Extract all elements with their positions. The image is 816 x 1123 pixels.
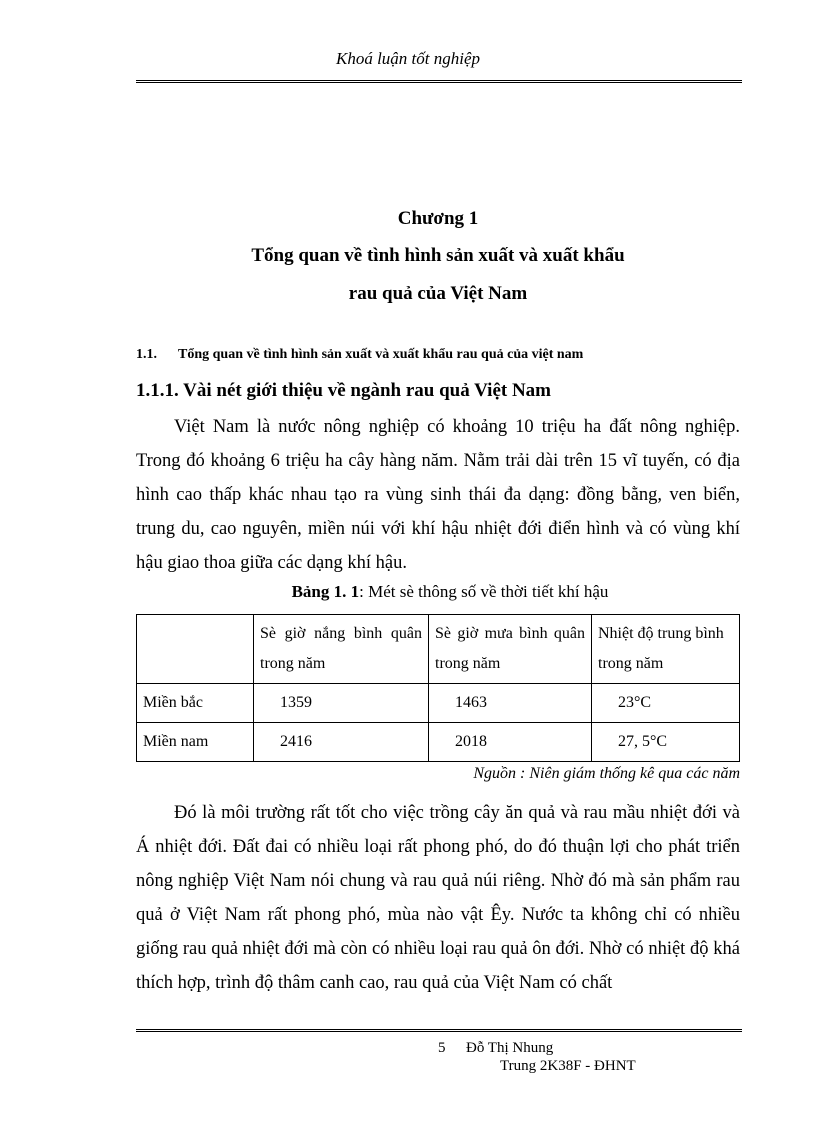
table-cell: 1463 [429,684,592,723]
chapter-label: Chương 1 [397,208,479,229]
table-cell: 27, 5°C [592,723,740,762]
section-heading [136,347,583,363]
page-number: 5 [438,1040,446,1056]
table-cell: 23°C [592,684,740,723]
footer-author: Đỗ Thị Nhung [466,1040,554,1056]
header-divider [136,80,742,84]
paragraph-body: Đó là môi trường rất tốt cho việc trồng cây ăn quả và rau mầu nhiệt đới và Á nhiệt đới. Đất đai có nhiều loại rất phong phó, do đó thuận lợi cho phát triển nông nghiệp Việt Nam nói chung và rau quả núi riêng. Nhờ đó mà sản phẩm rau quả ở Việt Nam rất phong phó, mùa nào vật Êy. Nước ta không chỉ có nhiều giống rau quả nhiệt đới mà còn có nhiều loại rau quả ôn đới. Nhờ có nhiệt độ khá thích hợp, trình độ thâm canh cao, rau quả của Việt Nam có chất [136,803,740,993]
table-header-cell: Sè giờ nắng bình quân trong năm [254,615,429,684]
section-title: Tổng quan về tình hình sản xuất và xuất khẩu rau quả của việt nam [178,347,584,362]
paragraph-intro: Việt Nam là nước nông nghiệp có khoảng 10 triệu ha đất nông nghiệp. Trong đó khoảng 6 triệu ha cây hàng năm. Nằm trải dài trên 15 vĩ tuyến, có địa hình cao thấp khác nhau tạo ra vùng sinh thái đa dạng: đồng bằng, ven biển, trung du, cao nguyên, miền núi với khí hậu nhiệt đới điển hình và có vùng khí hậu giao thoa giữa các dạng khí hậu. [136,417,740,573]
table-cell: 1359 [254,684,429,723]
footer-divider [136,1029,742,1033]
table-row [137,684,740,723]
table-cell: 2018 [429,723,592,762]
table-header-row [137,615,740,684]
table-header-cell: Sè giờ mưa bình quân trong năm [429,615,592,684]
subsection-heading: 1.1.1. Vài nét giới thiệu về ngành rau quả Việt Nam [136,380,552,401]
chapter-title-line2: rau quả của Việt Nam [348,283,528,304]
footer-class: Trung 2K38F - ĐHNT [500,1058,636,1074]
chapter-title-line1: Tổng quan về tình hình sản xuất và xuất khẩu [251,245,625,266]
table-source: Nguồn : Niên giám thống kê qua các năm [473,765,740,782]
running-header: Khoá luận tốt nghiệp [335,49,481,68]
table-caption-text: : Mét sè thông số về thời tiết khí hậu [359,582,609,601]
table-header-cell [137,615,254,684]
section-number: 1.1. [136,347,157,362]
climate-table [136,614,740,762]
table-cell-region: Miền bắc [137,684,254,723]
table-caption [0,582,816,602]
table-header-cell: Nhiệt độ trung bình trong năm [592,615,740,684]
table-row [137,723,740,762]
table-caption-label: Bảng 1. 1 [291,582,360,601]
table-cell: 2416 [254,723,429,762]
table-cell-region: Miền nam [137,723,254,762]
